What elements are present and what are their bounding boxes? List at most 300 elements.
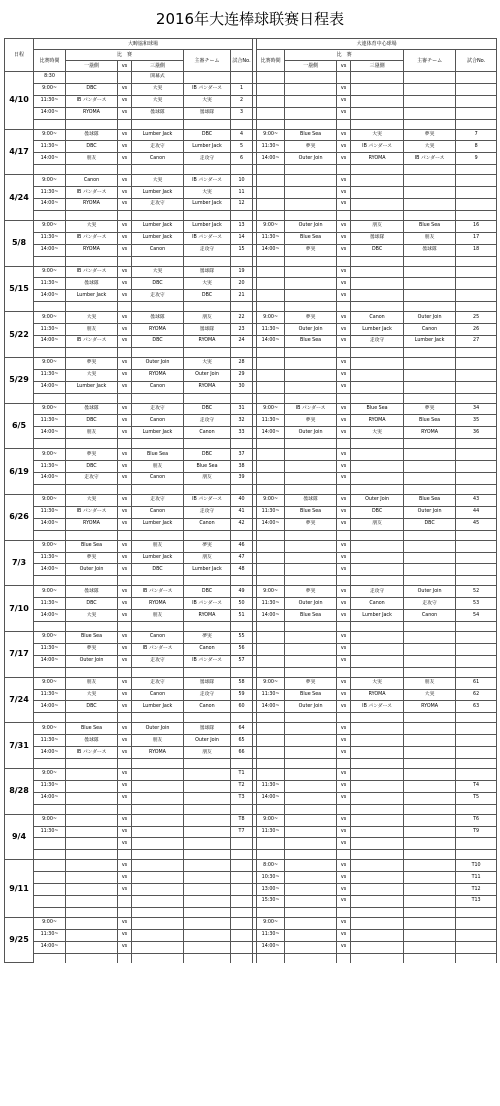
left-side3-team: [132, 929, 184, 941]
left-side3-team: [132, 792, 184, 804]
left-time: 11:30~: [34, 552, 66, 564]
spacer-cell: [285, 530, 337, 540]
left-vs: vs: [118, 564, 132, 576]
right-umpire-team: [404, 187, 456, 199]
spacer-cell: [132, 850, 184, 860]
left-umpire-team: RYOMA: [184, 336, 231, 348]
table-row: [5, 814, 497, 826]
left-umpire-team: [184, 826, 231, 838]
right-side1-team: [285, 95, 337, 107]
left-side3-team: Lumber Jack: [132, 518, 184, 530]
spacer-cell: [231, 439, 253, 449]
left-umpire-team: 走攻守: [184, 506, 231, 518]
left-vs: vs: [118, 95, 132, 107]
right-time: 14:00~: [257, 941, 285, 953]
right-vs: vs: [337, 312, 351, 324]
right-vs: vs: [337, 677, 351, 689]
right-game-no: [456, 655, 497, 667]
left-side3-team: 走攻守: [132, 141, 184, 153]
right-vs: vs: [337, 336, 351, 348]
right-side1-team: [285, 929, 337, 941]
left-side1-team: [66, 792, 118, 804]
right-side1-team: Blue Sea: [285, 129, 337, 141]
header-time-right: 比赛時間: [257, 50, 285, 72]
spacer-cell: [456, 907, 497, 917]
right-side3-team: [351, 917, 404, 929]
left-umpire-team: DBC: [184, 129, 231, 141]
right-side1-team: [285, 290, 337, 302]
right-vs: vs: [337, 631, 351, 643]
spacer-cell: [132, 393, 184, 403]
right-side1-team: [285, 838, 337, 850]
spacer-cell: [257, 302, 285, 312]
right-side3-team: [351, 266, 404, 278]
spacer-cell: [285, 302, 337, 312]
left-vs: vs: [118, 187, 132, 199]
spacer-cell: [132, 484, 184, 494]
right-side1-team: [285, 643, 337, 655]
spacer-cell: [404, 953, 456, 963]
right-time: 14:00~: [257, 427, 285, 439]
left-side1-team: 曇球隊: [66, 403, 118, 415]
right-game-no: [456, 449, 497, 461]
spacer-cell: [337, 393, 351, 403]
right-vs: vs: [337, 780, 351, 792]
left-side3-team: [132, 941, 184, 953]
left-vs: vs: [118, 336, 132, 348]
table-row: [5, 564, 497, 576]
left-side3-team: 走攻守: [132, 290, 184, 302]
spacer-cell: [184, 119, 231, 129]
left-game-no: 42: [231, 518, 253, 530]
left-vs: vs: [118, 884, 132, 896]
table-row: [5, 941, 497, 953]
spacer-cell: [257, 667, 285, 677]
right-side3-team: [351, 369, 404, 381]
left-side3-team: IB パンダース: [132, 643, 184, 655]
right-umpire-team: Canon: [404, 324, 456, 336]
left-umpire-team: IB パンダース: [184, 598, 231, 610]
left-vs: vs: [118, 610, 132, 622]
left-vs: vs: [118, 586, 132, 598]
right-game-no: [456, 83, 497, 95]
spacer-cell: [351, 530, 404, 540]
right-side3-team: [351, 735, 404, 747]
left-vs: vs: [118, 552, 132, 564]
left-side1-team: [66, 917, 118, 929]
right-game-no: 43: [456, 494, 497, 506]
left-game-no: 31: [231, 403, 253, 415]
left-side3-team: DBC: [132, 336, 184, 348]
left-game-no: 21: [231, 290, 253, 302]
right-side3-team: [351, 838, 404, 850]
right-vs: vs: [337, 95, 351, 107]
right-side3-team: IB パンダース: [351, 701, 404, 713]
left-time: 11:30~: [34, 506, 66, 518]
spacer-cell: [231, 484, 253, 494]
spacer-cell: [337, 907, 351, 917]
left-side3-team: 朋友: [132, 735, 184, 747]
left-umpire-team: 曇球隊: [184, 324, 231, 336]
left-game-no: 3: [231, 107, 253, 119]
left-umpire-team: DBC: [184, 449, 231, 461]
right-vs: vs: [337, 278, 351, 290]
right-umpire-team: 曇球隊: [404, 244, 456, 256]
left-game-no: 4: [231, 129, 253, 141]
table-row: [5, 232, 497, 244]
right-umpire-team: [404, 95, 456, 107]
left-time: 8:30: [34, 72, 66, 84]
spacer-row: [5, 907, 497, 917]
left-side3-team: 走攻守: [132, 403, 184, 415]
table-row: [5, 153, 497, 165]
right-vs: vs: [337, 153, 351, 165]
right-side1-team: [285, 552, 337, 564]
right-vs: vs: [337, 895, 351, 907]
spacer-cell: [34, 302, 66, 312]
spacer-cell: [66, 758, 118, 768]
left-vs: vs: [118, 780, 132, 792]
spacer-row: [5, 484, 497, 494]
left-umpire-team: [184, 792, 231, 804]
table-row: [5, 677, 497, 689]
left-time: 14:00~: [34, 655, 66, 667]
spacer-cell: [456, 953, 497, 963]
spacer-cell: [351, 576, 404, 586]
right-umpire-team: [404, 175, 456, 187]
right-vs: vs: [337, 449, 351, 461]
left-time: 9:00~: [34, 540, 66, 552]
right-umpire-team: [404, 643, 456, 655]
table-row: [5, 895, 497, 907]
right-side1-team: [285, 83, 337, 95]
right-time: [257, 643, 285, 655]
left-umpire-team: Canon: [184, 643, 231, 655]
left-side1-team: [66, 929, 118, 941]
right-vs: vs: [337, 324, 351, 336]
table-row: [5, 826, 497, 838]
spacer-cell: [231, 713, 253, 723]
spacer-cell: [132, 667, 184, 677]
left-vs: [118, 72, 132, 84]
spacer-cell: [456, 850, 497, 860]
right-side3-team: RYOMA: [351, 415, 404, 427]
left-umpire-team: [184, 780, 231, 792]
left-side1-team: [66, 838, 118, 850]
left-game-no: 1: [231, 83, 253, 95]
spacer-cell: [351, 347, 404, 357]
left-umpire-team: Canon: [184, 427, 231, 439]
right-game-no: 44: [456, 506, 497, 518]
left-side1-team: [66, 884, 118, 896]
left-side3-team: Lumber Jack: [132, 220, 184, 232]
left-vs: vs: [118, 631, 132, 643]
left-game-no: [231, 884, 253, 896]
left-vs: vs: [118, 747, 132, 759]
left-umpire-team: DBC: [184, 290, 231, 302]
left-time: 11:30~: [34, 461, 66, 473]
spacer-cell: [184, 530, 231, 540]
spacer-cell: [285, 621, 337, 631]
right-vs: vs: [337, 860, 351, 872]
spacer-cell: [231, 758, 253, 768]
left-vs: vs: [118, 415, 132, 427]
left-time: 14:00~: [34, 564, 66, 576]
right-side1-team: Blue Sea: [285, 336, 337, 348]
right-time: [257, 175, 285, 187]
right-vs: vs: [337, 655, 351, 667]
right-umpire-team: [404, 266, 456, 278]
right-game-no: T5: [456, 792, 497, 804]
left-side3-team: 曇球隊: [132, 107, 184, 119]
spacer-cell: [285, 758, 337, 768]
right-umpire-team: Outer Join: [404, 586, 456, 598]
right-umpire-team: Blue Sea: [404, 220, 456, 232]
right-game-no: [456, 175, 497, 187]
right-time: 14:00~: [257, 153, 285, 165]
left-game-no: 6: [231, 153, 253, 165]
date-cell: 5/8: [5, 220, 34, 266]
right-umpire-team: Outer Join: [404, 506, 456, 518]
left-side3-team: 大実: [132, 266, 184, 278]
right-side1-team: [285, 369, 337, 381]
right-time: [257, 540, 285, 552]
spacer-cell: [231, 210, 253, 220]
right-game-no: 27: [456, 336, 497, 348]
right-time: [257, 83, 285, 95]
left-umpire-team: 朋友: [184, 473, 231, 485]
spacer-cell: [118, 713, 132, 723]
left-time: 11:30~: [34, 369, 66, 381]
left-time: 9:00~: [34, 814, 66, 826]
spacer-row: [5, 713, 497, 723]
table-row: [5, 357, 497, 369]
spacer-cell: [351, 758, 404, 768]
right-time: [257, 449, 285, 461]
left-vs: vs: [118, 83, 132, 95]
left-side1-team: IB パンダース: [66, 187, 118, 199]
left-side3-team: 大実: [132, 83, 184, 95]
right-side1-team: 曇球隊: [285, 494, 337, 506]
spacer-cell: [132, 907, 184, 917]
right-side3-team: Lumber Jack: [351, 610, 404, 622]
header-vs-left: vs: [118, 61, 132, 72]
spacer-cell: [404, 758, 456, 768]
right-game-no: T11: [456, 872, 497, 884]
right-game-no: [456, 381, 497, 393]
right-time: 9:00~: [257, 494, 285, 506]
right-side1-team: [285, 735, 337, 747]
spacer-cell: [118, 119, 132, 129]
right-umpire-team: [404, 290, 456, 302]
left-umpire-team: Outer Join: [184, 369, 231, 381]
left-vs: vs: [118, 141, 132, 153]
left-vs: vs: [118, 872, 132, 884]
spacer-cell: [231, 393, 253, 403]
left-side1-team: Canon: [66, 175, 118, 187]
spacer-cell: [34, 713, 66, 723]
right-time: 14:00~: [257, 518, 285, 530]
spacer-cell: [456, 530, 497, 540]
right-time: [257, 461, 285, 473]
spacer-cell: [404, 576, 456, 586]
left-side3-team: Canon: [132, 244, 184, 256]
spacer-cell: [404, 667, 456, 677]
right-vs: vs: [337, 689, 351, 701]
right-game-no: 25: [456, 312, 497, 324]
spacer-cell: [285, 165, 337, 175]
spacer-cell: [118, 758, 132, 768]
right-time: 11:30~: [257, 689, 285, 701]
right-side3-team: 朋友: [351, 220, 404, 232]
left-side1-team: IB パンダース: [66, 747, 118, 759]
right-side3-team: [351, 941, 404, 953]
right-vs: vs: [337, 838, 351, 850]
left-time: 9:00~: [34, 266, 66, 278]
date-cell: 7/31: [5, 723, 34, 769]
spacer-cell: [34, 621, 66, 631]
spacer-cell: [351, 621, 404, 631]
left-umpire-team: [184, 72, 231, 84]
table-row: [5, 427, 497, 439]
table-row: [5, 917, 497, 929]
left-game-no: [231, 941, 253, 953]
left-side3-team: [132, 917, 184, 929]
right-vs: vs: [337, 107, 351, 119]
left-game-no: 23: [231, 324, 253, 336]
left-side1-team: RYOMA: [66, 199, 118, 211]
right-side1-team: [285, 872, 337, 884]
left-umpire-team: [184, 917, 231, 929]
right-side3-team: 走攻守: [351, 336, 404, 348]
left-side3-team: Outer Join: [132, 723, 184, 735]
right-side3-team: [351, 860, 404, 872]
table-row: [5, 220, 497, 232]
right-umpire-team: 夢実: [404, 403, 456, 415]
left-game-no: 32: [231, 415, 253, 427]
spacer-cell: [456, 484, 497, 494]
left-side1-team: RYOMA: [66, 107, 118, 119]
spacer-cell: [257, 530, 285, 540]
left-time: [34, 838, 66, 850]
right-side1-team: [285, 723, 337, 735]
right-side1-team: [285, 814, 337, 826]
left-game-no: 51: [231, 610, 253, 622]
right-side1-team: 夢実: [285, 518, 337, 530]
left-side1-team: [66, 895, 118, 907]
right-side1-team: [285, 655, 337, 667]
left-side3-team: IB パンダース: [132, 586, 184, 598]
spacer-cell: [66, 302, 118, 312]
left-time: 11:30~: [34, 141, 66, 153]
right-umpire-team: 朋友: [404, 232, 456, 244]
left-time: 14:00~: [34, 199, 66, 211]
right-side3-team: [351, 357, 404, 369]
right-vs: vs: [337, 723, 351, 735]
left-vs: vs: [118, 655, 132, 667]
right-side3-team: [351, 929, 404, 941]
spacer-cell: [351, 256, 404, 266]
spacer-row: [5, 576, 497, 586]
right-vs: vs: [337, 129, 351, 141]
left-time: 14:00~: [34, 244, 66, 256]
left-game-no: 49: [231, 586, 253, 598]
right-time: 11:30~: [257, 598, 285, 610]
right-time: 9:00~: [257, 677, 285, 689]
spacer-cell: [404, 621, 456, 631]
spacer-cell: [456, 302, 497, 312]
right-game-no: [456, 266, 497, 278]
left-game-no: T7: [231, 826, 253, 838]
header-match-right: 比 赛: [285, 50, 404, 61]
spacer-cell: [404, 347, 456, 357]
spacer-cell: [118, 621, 132, 631]
table-row: [5, 610, 497, 622]
left-side3-team: Blue Sea: [132, 449, 184, 461]
right-time: [257, 357, 285, 369]
left-vs: vs: [118, 701, 132, 713]
left-vs: vs: [118, 473, 132, 485]
right-time: 11:30~: [257, 929, 285, 941]
right-time: [257, 381, 285, 393]
right-game-no: [456, 540, 497, 552]
spacer-cell: [404, 530, 456, 540]
right-game-no: 36: [456, 427, 497, 439]
spacer-cell: [351, 667, 404, 677]
left-umpire-team: 朋友: [184, 747, 231, 759]
table-row: [5, 107, 497, 119]
right-side1-team: [285, 792, 337, 804]
right-umpire-team: [404, 895, 456, 907]
spacer-cell: [257, 393, 285, 403]
spacer-cell: [285, 907, 337, 917]
right-side1-team: Outer Join: [285, 324, 337, 336]
left-vs: vs: [118, 244, 132, 256]
spacer-cell: [231, 530, 253, 540]
left-vs: vs: [118, 735, 132, 747]
spacer-cell: [66, 210, 118, 220]
spacer-cell: [118, 907, 132, 917]
left-side1-team: 朋友: [66, 324, 118, 336]
spacer-cell: [351, 210, 404, 220]
right-vs: vs: [337, 381, 351, 393]
right-umpire-team: Canon: [404, 610, 456, 622]
left-umpire-team: IB パンダース: [184, 232, 231, 244]
left-vs: vs: [118, 232, 132, 244]
spacer-cell: [404, 850, 456, 860]
right-umpire-team: [404, 929, 456, 941]
right-side3-team: [351, 747, 404, 759]
right-game-no: [456, 369, 497, 381]
right-game-no: 8: [456, 141, 497, 153]
left-game-no: [231, 872, 253, 884]
table-row: [5, 872, 497, 884]
spacer-cell: [231, 850, 253, 860]
right-side1-team: [285, 768, 337, 780]
right-umpire-team: DBC: [404, 518, 456, 530]
right-vs: vs: [337, 610, 351, 622]
right-umpire-team: [404, 917, 456, 929]
spacer-row: [5, 347, 497, 357]
right-time: 9:00~: [257, 917, 285, 929]
table-row: [5, 701, 497, 713]
spacer-cell: [257, 256, 285, 266]
spacer-cell: [231, 907, 253, 917]
spacer-cell: [456, 165, 497, 175]
spacer-cell: [404, 165, 456, 175]
spacer-cell: [132, 804, 184, 814]
right-game-no: [456, 564, 497, 576]
